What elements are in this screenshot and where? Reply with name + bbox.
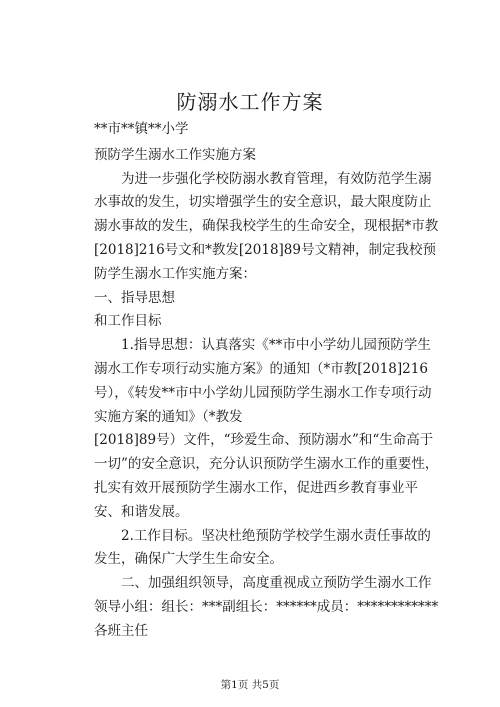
section-subheading-work-goals: 和工作目标 bbox=[94, 313, 162, 330]
organization-leadership-paragraph: 二、加强组织领导，高度重视成立预防学生溺水工作领导小组：组长：***副组长：******成员：************各班主任 bbox=[94, 575, 439, 639]
guiding-ideology-continuation: [2018]89号）文件，“珍爱生命、预防溺水”和“生命高于一切”的安全意识，充分认识预防学生溺水工作的重要性，扎实有效开展预防学生溺水工作，促进西乡教育事业平安、和谐发展。 bbox=[94, 432, 439, 520]
section-heading-guiding-ideology: 一、指导思想 bbox=[94, 289, 175, 306]
document-title: 防溺水工作方案 bbox=[176, 90, 324, 114]
page-number-footer: 第1页 共5页 bbox=[220, 679, 280, 691]
school-name: **市**镇**小学 bbox=[94, 121, 189, 137]
document-body bbox=[94, 118, 440, 644]
work-goals-paragraph: 2.工作目标。坚决杜绝预防学校学生溺水责任事故的发生，确保广大学生生命安全。 bbox=[94, 527, 431, 568]
intro-paragraph: 为进一步强化学校防溺水教育管理，有效防范学生溺水事故的发生，切实增强学生的安全意识，最大限度防止溺水事故的发生，确保我校学生的生命安全，现根据*市教[2018]216号文和*教发[2018]89号文精神，制定我校预防学生溺水工作实施方案： bbox=[94, 170, 439, 282]
plan-title: 预防学生溺水工作实施方案 bbox=[94, 146, 256, 163]
guiding-ideology-paragraph: 1.指导思想：认真落实《**市中小学幼儿园预防学生溺水工作专项行动实施方案》的通知（*市教[2018]216号），《转发**市中小学幼儿园预防学生溺水工作专项行动实施方案的通知》（*教发 bbox=[94, 337, 432, 425]
